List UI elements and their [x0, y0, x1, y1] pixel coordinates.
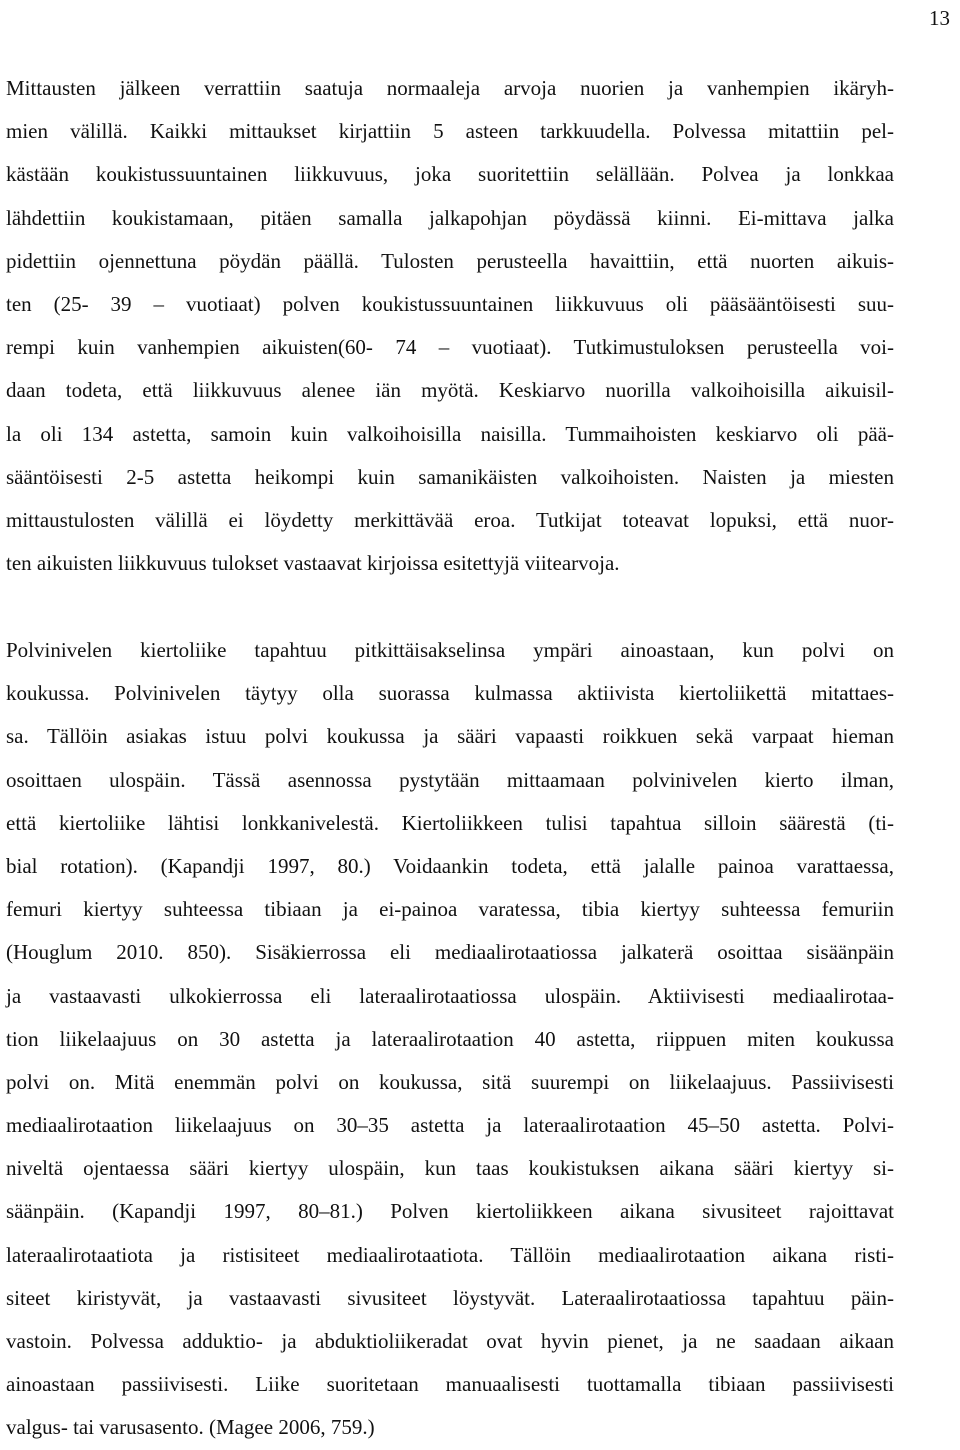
text-line: ja vastaavasti ulkokierrossa eli lateraalirotaatiossa ulospäin. Aktiivisesti mediaalirotaa-: [6, 983, 894, 1008]
text-line: rempi kuin vanhempien aikuisten(60- 74 – vuotiaat). Tutkimustuloksen perusteella voi-: [6, 335, 894, 360]
paragraph-2: [6, 629, 894, 1450]
text-line: vastoin. Polvessa adduktio- ja abduktioliikeradat ovat hyvin pienet, ja ne saadaan aikaan: [6, 1329, 894, 1353]
text-line: siteet kiristyvät, ja vastaavasti sivusiteet löystyvät. Lateraalirotaatiossa tapahtuu päin-: [6, 1285, 894, 1310]
text-line: femuri kiertyy suhteessa tibiaan ja ei-painoa varatessa, tibia kiertyy suhteessa femuriin: [6, 897, 894, 922]
text-line: sa. Tällöin asiakas istuu polvi koukussa ja sääri vapaasti roikkuen sekä varpaat hieman: [6, 724, 894, 749]
text-line: mien välillä. Kaikki mittaukset kirjattiin 5 asteen tarkkuudella. Polvessa mitattiin pel-: [6, 119, 894, 144]
text-line: ten (25- 39 – vuotiaat) polven koukistussuuntainen liikkuvuus oli pääsääntöisesti suu-: [6, 291, 894, 316]
text-line: Polvinivelen kiertoliike tapahtuu pitkittäisakselinsa ympäri ainoastaan, kun polvi on: [6, 638, 894, 662]
text-line: daan todeta, että liikkuvuus alenee iän myötä. Keskiarvo nuorilla valkoihoisilla aikuisil-: [6, 378, 894, 403]
page-number: 13: [929, 6, 950, 30]
text-line: sääntöisesti 2-5 astetta heikompi kuin samanikäisten valkoihoisten. Naisten ja miesten: [6, 464, 894, 489]
text-line: (Houglum 2010. 850). Sisäkierrossa eli mediaalirotaatiossa jalkaterä osoittaa sisäänpäin: [6, 940, 894, 965]
text-line: bial rotation). (Kapandji 1997, 80.) Voidaankin todeta, että jalalle painoa varattaessa,: [6, 853, 894, 878]
text-line: säänpäin. (Kapandji 1997, 80–81.) Polven kiertoliikkeen aikana sivusiteet rajoittavat: [6, 1199, 894, 1224]
text-line: niveltä ojentaessa sääri kiertyy ulospäin, kun taas koukistuksen aikana sääri kiertyy si-: [6, 1156, 894, 1181]
text-line: osoittaen ulospäin. Tässä asennossa pystytään mittaamaan polvinivelen kierto ilman,: [6, 767, 894, 792]
text-line: ten aikuisten liikkuvuus tulokset vastaavat kirjoissa esitettyjä viitearvoja.: [6, 551, 620, 576]
text-line: lähdettiin koukistamaan, pitäen samalla jalkapohjan pöydässä kiinni. Ei-mittava jalka: [6, 205, 894, 230]
text-line: Mittausten jälkeen verrattiin saatuja normaaleja arvoja nuorien ja vanhempien ikäryh-: [6, 76, 894, 100]
paragraph-1: [6, 67, 894, 585]
text-line: la oli 134 astetta, samoin kuin valkoihoisilla naisilla. Tummaihoisten keskiarvo oli pää-: [6, 421, 894, 446]
text-line: valgus- tai varusasento. (Magee 2006, 759.): [6, 1415, 375, 1440]
text-line: pidettiin ojennettuna pöydän päällä. Tulosten perusteella havaittiin, että nuorten aikuis-: [6, 248, 894, 273]
text-line: polvi on. Mitä enemmän polvi on koukussa, sitä suurempi on liikelaajuus. Passiivisesti: [6, 1069, 894, 1094]
text-line: mediaalirotaation liikelaajuus on 30–35 astetta ja lateraalirotaation 45–50 astetta. Polvi-: [6, 1113, 894, 1138]
text-line: ainoastaan passiivisesti. Liike suoritetaan manuaalisesti tuottamalla tibiaan passiivisesti: [6, 1372, 894, 1397]
text-line: mittaustulosten välillä ei löydetty merkittävää eroa. Tutkijat toteavat lopuksi, että nuor-: [6, 507, 894, 532]
text-line: lateraalirotaatiota ja ristisiteet mediaalirotaatiota. Tällöin mediaalirotaation aikana risti-: [6, 1242, 894, 1267]
text-line: tion liikelaajuus on 30 astetta ja lateraalirotaation 40 astetta, riippuen miten koukussa: [6, 1026, 894, 1051]
text-line: koukussa. Polvinivelen täytyy olla suorassa kulmassa aktiivista kiertoliikettä mitattaes-: [6, 681, 894, 706]
text-line: että kiertoliike lähtisi lonkkanivelestä. Kiertoliikkeen tulisi tapahtua silloin säärestä (ti-: [6, 810, 894, 835]
text-line: kästään koukistussuuntainen liikkuvuus, joka suoritettiin selällään. Polvea ja lonkkaa: [6, 162, 894, 187]
